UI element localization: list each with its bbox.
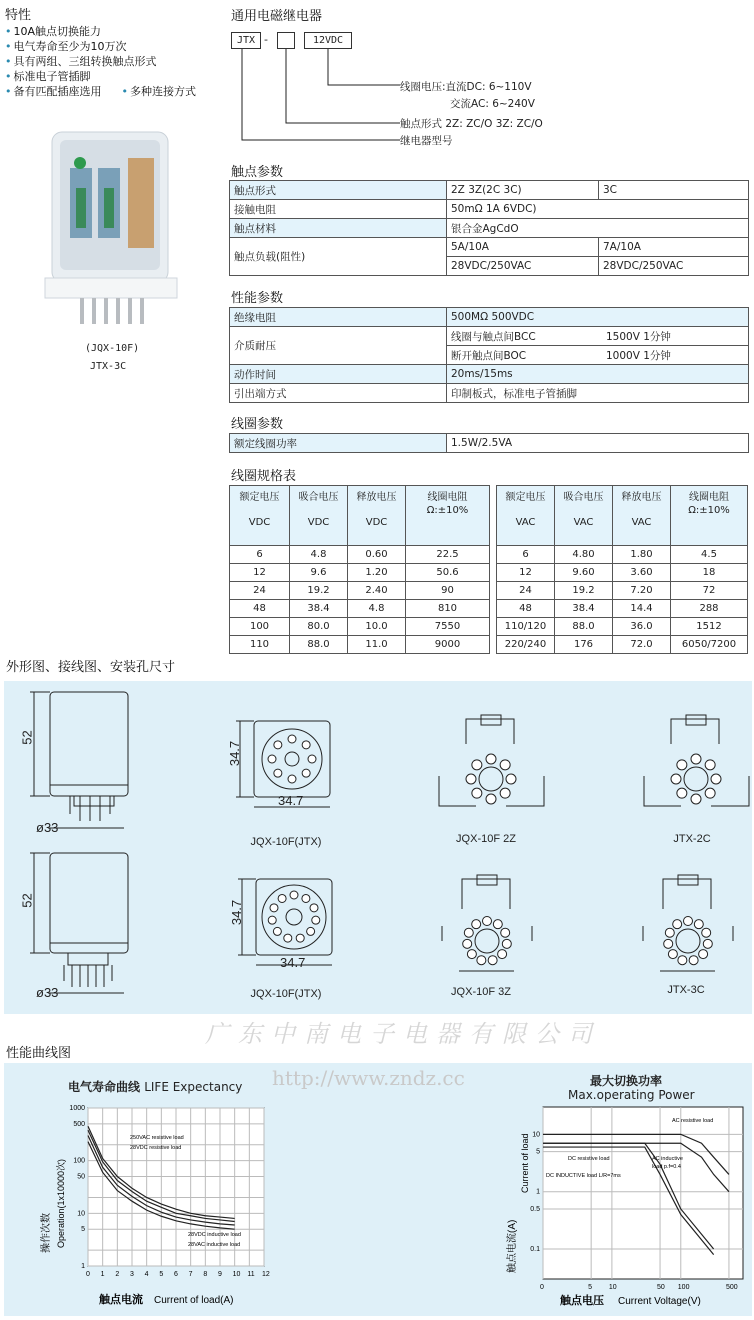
x-tick-label: 5 — [159, 1271, 164, 1278]
dimension-drawings — [4, 681, 752, 1014]
table-cell: 4.5 — [671, 546, 748, 564]
power-legend: AC resistive load — [672, 1118, 714, 1124]
table-cell: 6 — [497, 546, 555, 564]
socket-pin-hole — [288, 735, 296, 743]
power-chart-title-cn: 最大切换功率 — [590, 1074, 663, 1088]
socket-height-label: 34.7 — [227, 740, 243, 767]
terminal-pin — [500, 788, 510, 798]
table-row — [230, 600, 490, 618]
terminal-pin — [673, 920, 682, 929]
list-item: • 具有两组、三组转换触点形式 — [5, 55, 157, 68]
power-xlabel-en: Current Voltage(V) — [618, 1296, 701, 1307]
socket-width-label: 34.7 — [278, 793, 304, 808]
coding-title: 通用电磁继电器 — [231, 9, 323, 24]
list-item: • 备有匹配插座选用 • 多种连接方式 — [5, 85, 196, 98]
table-cell: 6 — [230, 546, 290, 564]
terminal-pin — [668, 950, 677, 959]
table-row — [497, 564, 748, 582]
life-chart — [4, 1063, 304, 1316]
table-cell: 4.80 — [555, 546, 613, 564]
table-cell: 50.6 — [406, 564, 490, 582]
table-row — [230, 582, 490, 600]
company-watermark: 广东中南电子电器有限公司 — [205, 1020, 601, 1048]
table-cell: 1.20 — [348, 564, 406, 582]
contact-form-line: 触点形式 2Z: ZC/O 3Z: ZC/O — [400, 118, 543, 130]
x-tick-label: 12 — [262, 1271, 270, 1278]
table-row: 接触电阻 50mΩ 1A 6VDC) — [230, 200, 749, 219]
socket-height-label: 34.7 — [229, 899, 245, 926]
list-item: • 标准电子管插脚 — [5, 70, 91, 83]
table-row — [230, 546, 490, 564]
table-cell: 2.40 — [348, 582, 406, 600]
terminal-pin — [699, 950, 708, 959]
table-cell: 4.8 — [348, 600, 406, 618]
model-label: (JQX-10F) — [85, 343, 140, 354]
terminal-pin — [501, 928, 510, 937]
table-cell: 810 — [406, 600, 490, 618]
table-cell: 110/120 — [497, 618, 555, 636]
terminal-pin — [486, 794, 496, 804]
table-row — [497, 600, 748, 618]
url-watermark: http://www.zndz.cc — [272, 1066, 465, 1090]
terminal-pin — [664, 939, 673, 948]
table-cell: 36.0 — [613, 618, 671, 636]
drawing-caption: JQX-10F(JTX) — [250, 988, 322, 1000]
terminal-pin — [500, 760, 510, 770]
x-tick-label: 500 — [725, 1284, 738, 1291]
socket-pin-hole — [310, 904, 318, 912]
terminal-pin — [678, 956, 687, 965]
life-xlabel-cn: 触点电流 — [99, 1294, 143, 1306]
x-tick-label: 2 — [115, 1271, 120, 1278]
table-cell: 176 — [555, 636, 613, 654]
table-cell: 9.60 — [555, 564, 613, 582]
table-cell: 22.5 — [406, 546, 490, 564]
table-cell: 110 — [230, 636, 290, 654]
list-item: • 电气寿命至少为10万次 — [5, 40, 127, 53]
y-tick-label: 1 — [81, 1263, 85, 1270]
curves-title: 性能曲线图 — [6, 1046, 72, 1061]
table-row: 触点形式 2Z 3Z(2C 3C) 3C — [230, 181, 749, 200]
x-tick-label: 4 — [144, 1271, 149, 1278]
table-cell: 220/240 — [497, 636, 555, 654]
table-row — [230, 636, 490, 654]
drawing-caption: JTX-3C — [667, 984, 705, 996]
socket-width-label: 34.7 — [280, 955, 306, 970]
x-tick-label: 5 — [588, 1284, 593, 1291]
power-legend: DC INDUCTIVE load L/R=7ms — [546, 1173, 621, 1179]
table-row — [230, 564, 490, 582]
coil-params-title: 线圈参数 — [231, 417, 284, 432]
table-cell: 4.8 — [290, 546, 348, 564]
terminal-pin — [702, 928, 711, 937]
relay-type-line: 继电器型号 — [400, 135, 453, 147]
power-xlabel-cn: 触点电压 — [560, 1295, 604, 1307]
table-cell: 90 — [406, 582, 490, 600]
terminal-pin — [488, 956, 497, 965]
life-legend: 28VDC resistive load — [130, 1145, 182, 1151]
table-cell: 72 — [671, 582, 748, 600]
terminal-pin — [677, 760, 687, 770]
table-cell: 48 — [497, 600, 555, 618]
terminal-pin — [502, 939, 511, 948]
y-tick-label: 500 — [73, 1120, 85, 1128]
table-cell: 38.4 — [290, 600, 348, 618]
table-cell: 1.80 — [613, 546, 671, 564]
terminal-pin — [472, 920, 481, 929]
table-cell: 80.0 — [290, 618, 348, 636]
coil-voltage-line: 线圈电压:直流DC: 6~110V — [400, 81, 532, 93]
y-tick-label: 5 — [81, 1226, 85, 1234]
socket-pin-hole — [312, 916, 320, 924]
table-cell: 7550 — [406, 618, 490, 636]
socket-pin-hole — [288, 775, 296, 783]
coil-table-title: 线圈规格表 — [231, 469, 297, 484]
x-tick-label: 10 — [608, 1284, 617, 1291]
relay-height-label: 52 — [19, 893, 35, 908]
socket-pin-hole — [302, 741, 310, 749]
terminal-pin — [506, 774, 516, 784]
y-tick-label: 1 — [536, 1188, 540, 1196]
x-tick-label: 11 — [247, 1271, 255, 1278]
x-tick-label: 0 — [540, 1284, 544, 1291]
coil-params-table — [229, 433, 749, 453]
socket-pin-hole — [278, 894, 286, 902]
table-row — [497, 618, 748, 636]
power-ylabel-en: Current of load — [520, 1133, 530, 1193]
life-legend: 250VAC resistive load — [130, 1135, 184, 1141]
table-cell: 12 — [230, 564, 290, 582]
drawing-caption: JQX-10F 2Z — [456, 833, 516, 845]
table-cell: 48 — [230, 600, 290, 618]
x-tick-label: 100 — [677, 1284, 690, 1291]
table-cell: 38.4 — [555, 600, 613, 618]
table-cell: 24 — [230, 582, 290, 600]
terminal-pin — [665, 928, 674, 937]
coil-table-dc — [229, 485, 490, 654]
x-tick-label: 8 — [203, 1271, 208, 1278]
table-row: 引出端方式 印制板式，标准电子管插脚 — [230, 384, 749, 403]
life-ylabel-en: Operation(1x10000次) — [56, 1158, 66, 1248]
table-cell: 19.2 — [555, 582, 613, 600]
contact-params-title: 触点参数 — [231, 165, 284, 180]
table-row: 触点材料 银合金AgCdO — [230, 219, 749, 238]
table-row: 28VDC/250VAC 28VDC/250VAC — [230, 257, 749, 276]
code-box-type: JTX — [231, 32, 261, 49]
terminal-pin — [705, 760, 715, 770]
table-cell: 88.0 — [555, 618, 613, 636]
socket-pin-hole — [268, 755, 276, 763]
y-tick-label: 5 — [536, 1148, 540, 1156]
terminal-pin — [493, 920, 502, 929]
socket-pin-hole — [273, 927, 281, 935]
x-tick-label: 3 — [130, 1271, 134, 1278]
table-cell: 11.0 — [348, 636, 406, 654]
table-cell: 6050/7200 — [671, 636, 748, 654]
coding-leader-lines — [230, 48, 410, 148]
code-dash: - — [264, 33, 268, 46]
table-cell: 7.20 — [613, 582, 671, 600]
features-title: 特性 — [5, 8, 32, 23]
code-box-voltage: 12VDC — [304, 32, 352, 49]
y-tick-label: 10 — [77, 1210, 85, 1218]
model-label-alt: JTX-3C — [90, 361, 127, 372]
terminal-pin — [705, 788, 715, 798]
socket-pin-hole — [268, 916, 276, 924]
contact-params-table — [229, 180, 749, 276]
terminal-pin — [703, 939, 712, 948]
table-cell: 9000 — [406, 636, 490, 654]
power-legend: AC inductive — [652, 1156, 683, 1162]
table-cell: 1512 — [671, 618, 748, 636]
perf-params-title: 性能参数 — [231, 291, 284, 306]
perf-params-table — [229, 307, 749, 403]
socket-pin-hole — [284, 934, 292, 942]
terminal-pin — [684, 917, 693, 926]
terminal-pin — [691, 754, 701, 764]
table-cell: 0.60 — [348, 546, 406, 564]
terminal-pin — [472, 760, 482, 770]
power-chart — [500, 1063, 752, 1316]
y-tick-label: 1000 — [69, 1105, 85, 1112]
table-cell: 288 — [671, 600, 748, 618]
relay-photo — [40, 128, 190, 333]
terminal-pin — [467, 950, 476, 959]
table-row: 动作时间 20ms/15ms — [230, 365, 749, 384]
socket-pin-hole — [296, 934, 304, 942]
terminal-pin — [483, 917, 492, 926]
coil-table-ac — [496, 485, 748, 654]
y-tick-label: 10 — [532, 1131, 540, 1139]
drawing-caption: JTX-2C — [673, 833, 711, 845]
y-tick-label: 100 — [73, 1157, 85, 1165]
table-cell: 88.0 — [290, 636, 348, 654]
life-chart-title: 电气寿命曲线 LIFE Expectancy — [68, 1080, 243, 1094]
terminal-pin — [463, 939, 472, 948]
code-box-contact — [277, 32, 295, 49]
socket-pin-hole — [290, 891, 298, 899]
x-tick-label: 0 — [86, 1271, 90, 1278]
x-tick-label: 6 — [174, 1271, 178, 1278]
table-cell: 14.4 — [613, 600, 671, 618]
table-cell: 10.0 — [348, 618, 406, 636]
power-ylabel-cn: 触点电流(A) — [507, 1219, 518, 1273]
table-header-row: 额定电压 VDC 吸合电压 VDC 释放电压 VDC 线圈电阻 Ω:±10% — [230, 486, 490, 546]
drawings-title: 外形图、接线图、安装孔尺寸 — [6, 660, 176, 675]
table-cell: 18 — [671, 564, 748, 582]
table-cell: 72.0 — [613, 636, 671, 654]
table-cell: 24 — [497, 582, 555, 600]
table-row: 绝缘电阻 500MΩ 500VDC — [230, 308, 749, 327]
table-cell: 19.2 — [290, 582, 348, 600]
relay-diameter-label: ø33 — [36, 985, 59, 1000]
drawing-caption: JQX-10F(JTX) — [250, 836, 322, 848]
y-tick-label: 50 — [77, 1173, 85, 1181]
table-header-row: 额定电压 VAC 吸合电压 VAC 释放电压 VAC 线圈电阻 Ω:±10% — [497, 486, 748, 546]
features-list — [5, 24, 196, 99]
table-row — [230, 618, 490, 636]
terminal-pin — [498, 950, 507, 959]
socket-pin-hole — [302, 894, 310, 902]
terminal-pin — [477, 956, 486, 965]
table-row: 额定线圈功率 1.5W/2.5VA — [230, 434, 749, 453]
terminal-pin — [671, 774, 681, 784]
relay-height-label: 52 — [19, 730, 35, 745]
drawing-caption: JQX-10F 3Z — [451, 986, 511, 998]
life-xlabel-en: Current of load(A) — [154, 1295, 234, 1306]
x-tick-label: 1 — [100, 1271, 105, 1278]
terminal-pin — [689, 956, 698, 965]
coil-voltage-ac: 交流AC: 6~240V — [450, 98, 535, 110]
list-item: • 10A触点切换能力 — [5, 25, 102, 38]
table-cell: 9.6 — [290, 564, 348, 582]
terminal-pin — [694, 920, 703, 929]
power-legend: DC resistive load — [568, 1156, 610, 1162]
terminal-pin — [472, 788, 482, 798]
terminal-pin — [466, 774, 476, 784]
y-tick-label: 0.5 — [530, 1205, 540, 1213]
relay-diameter-label: ø33 — [36, 820, 59, 835]
terminal-pin — [711, 774, 721, 784]
table-row: 介质耐压 线圈与触点间BCC 1500V 1分钟 — [230, 327, 749, 346]
table-row — [497, 582, 748, 600]
socket-pin-hole — [270, 904, 278, 912]
terminal-pin — [486, 754, 496, 764]
life-legend: 28VDC inductive load — [188, 1232, 241, 1238]
table-row — [497, 636, 748, 654]
table-row: 断开触点间BOC 1000V 1分钟 — [230, 346, 749, 365]
table-cell: 100 — [230, 618, 290, 636]
table-row: 触点负载(阻性) 5A/10A 7A/10A — [230, 238, 749, 257]
x-tick-label: 10 — [232, 1271, 241, 1278]
life-ylabel-cn: 操作次数 — [41, 1213, 52, 1253]
power-legend: load p.f=0.4 — [652, 1164, 681, 1170]
socket-pin-hole — [307, 927, 315, 935]
x-tick-label: 50 — [657, 1284, 665, 1291]
socket-pin-hole — [274, 741, 282, 749]
life-legend: 28VAC inductive load — [188, 1242, 241, 1248]
socket-pin-hole — [274, 769, 282, 777]
table-row — [497, 546, 748, 564]
socket-pin-hole — [302, 769, 310, 777]
y-tick-label: 0.1 — [530, 1246, 540, 1254]
table-cell: 12 — [497, 564, 555, 582]
x-tick-label: 9 — [218, 1271, 222, 1278]
terminal-pin — [677, 788, 687, 798]
x-tick-label: 7 — [188, 1271, 193, 1278]
table-cell: 3.60 — [613, 564, 671, 582]
power-chart-title-en: Max.operating Power — [568, 1088, 695, 1102]
terminal-pin — [464, 928, 473, 937]
socket-pin-hole — [308, 755, 316, 763]
terminal-pin — [691, 794, 701, 804]
